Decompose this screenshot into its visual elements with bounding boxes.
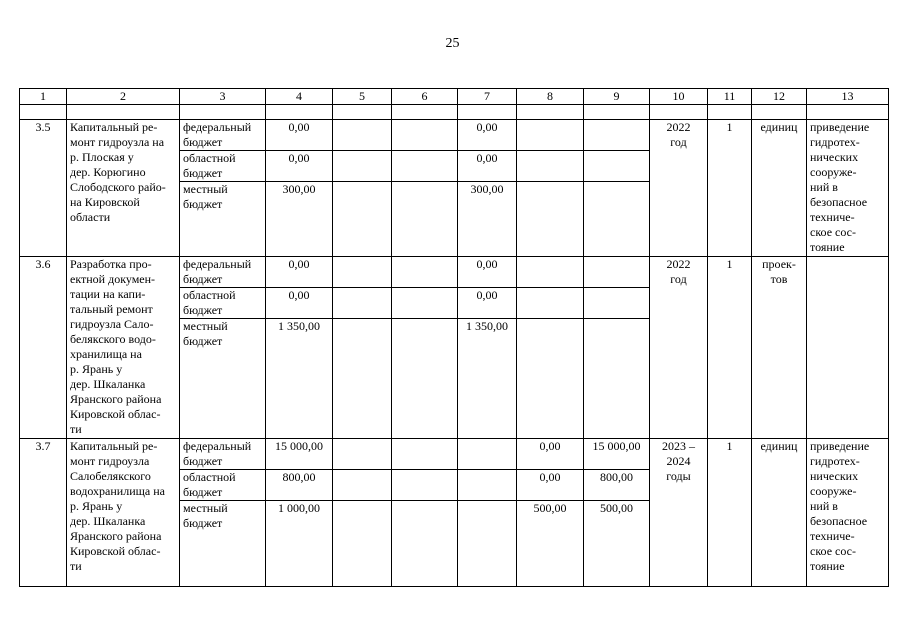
indicator-value: 1 [708, 257, 752, 439]
amount-col-6 [392, 257, 458, 288]
amount-col-8: 500,00 [517, 501, 584, 587]
column-header: 12 [752, 89, 807, 105]
funding-source: федеральный бюджет [180, 439, 266, 470]
table-row [20, 120, 889, 151]
spacer-cell [266, 105, 333, 120]
funding-source: местный бюджет [180, 501, 266, 587]
total-amount: 15 000,00 [266, 439, 333, 470]
amount-col-7: 0,00 [458, 120, 517, 151]
column-number-row [20, 89, 889, 105]
table-row [20, 439, 889, 470]
amount-col-7 [458, 470, 517, 501]
indicator-value: 1 [708, 120, 752, 257]
item-number: 3.5 [20, 120, 67, 257]
amount-col-8: 0,00 [517, 439, 584, 470]
amount-col-5 [333, 501, 392, 587]
amount-col-9 [584, 182, 650, 257]
total-amount: 300,00 [266, 182, 333, 257]
column-header: 4 [266, 89, 333, 105]
funding-source: федеральный бюджет [180, 257, 266, 288]
implementation-period: 2022 год [650, 257, 708, 439]
item-name: Капитальный ре- монт гидроузла Салобелякского водохранилища на р. Ярань у дер. Шкаланка Яранского района Кировской облас- ти [67, 439, 180, 587]
amount-col-7: 0,00 [458, 151, 517, 182]
spacer-cell [458, 105, 517, 120]
spacer-cell [708, 105, 752, 120]
column-header: 3 [180, 89, 266, 105]
column-header: 7 [458, 89, 517, 105]
item-name: Разработка про- ектной докумен- тации на капи- тальный ремонт гидроузла Сало- белякского водо- хранилища на р. Ярань у дер. Шкаланка Яранского района Кировской облас- ти [67, 257, 180, 439]
funding-source: областной бюджет [180, 151, 266, 182]
amount-col-9 [584, 151, 650, 182]
amount-col-8 [517, 120, 584, 151]
amount-col-7: 0,00 [458, 288, 517, 319]
amount-col-9 [584, 319, 650, 439]
indicator-value: 1 [708, 439, 752, 587]
spacer-cell [180, 105, 266, 120]
table-row [20, 257, 889, 288]
spacer-row [20, 105, 889, 120]
amount-col-9: 500,00 [584, 501, 650, 587]
amount-col-6 [392, 439, 458, 470]
expected-result [807, 257, 889, 439]
amount-col-6 [392, 501, 458, 587]
amount-col-7: 0,00 [458, 257, 517, 288]
column-header: 9 [584, 89, 650, 105]
amount-col-5 [333, 151, 392, 182]
amount-col-7 [458, 439, 517, 470]
total-amount: 1 350,00 [266, 319, 333, 439]
funding-source: областной бюджет [180, 288, 266, 319]
item-number: 3.7 [20, 439, 67, 587]
spacer-cell [333, 105, 392, 120]
amount-col-9 [584, 257, 650, 288]
item-number: 3.6 [20, 257, 67, 439]
amount-col-8 [517, 182, 584, 257]
expected-result: приведение гидротех- нических сооруже- ний в безопасное техниче- ское сос- тояние [807, 439, 889, 587]
total-amount: 0,00 [266, 257, 333, 288]
amount-col-6 [392, 470, 458, 501]
item-name: Капитальный ре- монт гидроузла на р. Плоская у дер. Корюгино Слободского райо- на Кировской области [67, 120, 180, 257]
indicator-unit: проек- тов [752, 257, 807, 439]
column-header: 2 [67, 89, 180, 105]
total-amount: 800,00 [266, 470, 333, 501]
amount-col-5 [333, 319, 392, 439]
amount-col-6 [392, 182, 458, 257]
amount-col-7: 1 350,00 [458, 319, 517, 439]
amount-col-9: 800,00 [584, 470, 650, 501]
implementation-period: 2022 год [650, 120, 708, 257]
spacer-cell [584, 105, 650, 120]
amount-col-6 [392, 288, 458, 319]
spacer-cell [517, 105, 584, 120]
column-header: 8 [517, 89, 584, 105]
amount-col-5 [333, 182, 392, 257]
spacer-cell [807, 105, 889, 120]
funding-source: местный бюджет [180, 182, 266, 257]
column-header: 1 [20, 89, 67, 105]
funding-source: областной бюджет [180, 470, 266, 501]
column-header: 13 [807, 89, 889, 105]
funding-source: федеральный бюджет [180, 120, 266, 151]
amount-col-8 [517, 319, 584, 439]
amount-col-5 [333, 470, 392, 501]
funding-source: местный бюджет [180, 319, 266, 439]
amount-col-9 [584, 288, 650, 319]
amount-col-8: 0,00 [517, 470, 584, 501]
amount-col-9 [584, 120, 650, 151]
amount-col-7: 300,00 [458, 182, 517, 257]
total-amount: 1 000,00 [266, 501, 333, 587]
implementation-period: 2023 – 2024 годы [650, 439, 708, 587]
amount-col-8 [517, 288, 584, 319]
column-header: 10 [650, 89, 708, 105]
amount-col-5 [333, 257, 392, 288]
amount-col-8 [517, 257, 584, 288]
total-amount: 0,00 [266, 151, 333, 182]
amount-col-8 [517, 151, 584, 182]
column-header: 5 [333, 89, 392, 105]
amount-col-9: 15 000,00 [584, 439, 650, 470]
total-amount: 0,00 [266, 288, 333, 319]
spacer-cell [752, 105, 807, 120]
amount-col-6 [392, 319, 458, 439]
total-amount: 0,00 [266, 120, 333, 151]
amount-col-5 [333, 439, 392, 470]
column-header: 11 [708, 89, 752, 105]
amount-col-5 [333, 120, 392, 151]
amount-col-6 [392, 120, 458, 151]
indicator-unit: единиц [752, 120, 807, 257]
spacer-cell [392, 105, 458, 120]
amount-col-7 [458, 501, 517, 587]
page-number: 25 [445, 36, 460, 51]
spacer-cell [20, 105, 67, 120]
expected-result: приведение гидротех- нических сооруже- ний в безопасное техниче- ское сос- тояние [807, 120, 889, 257]
budget-table [19, 88, 889, 587]
amount-col-6 [392, 151, 458, 182]
spacer-cell [650, 105, 708, 120]
amount-col-5 [333, 288, 392, 319]
spacer-cell [67, 105, 180, 120]
column-header: 6 [392, 89, 458, 105]
indicator-unit: единиц [752, 439, 807, 587]
